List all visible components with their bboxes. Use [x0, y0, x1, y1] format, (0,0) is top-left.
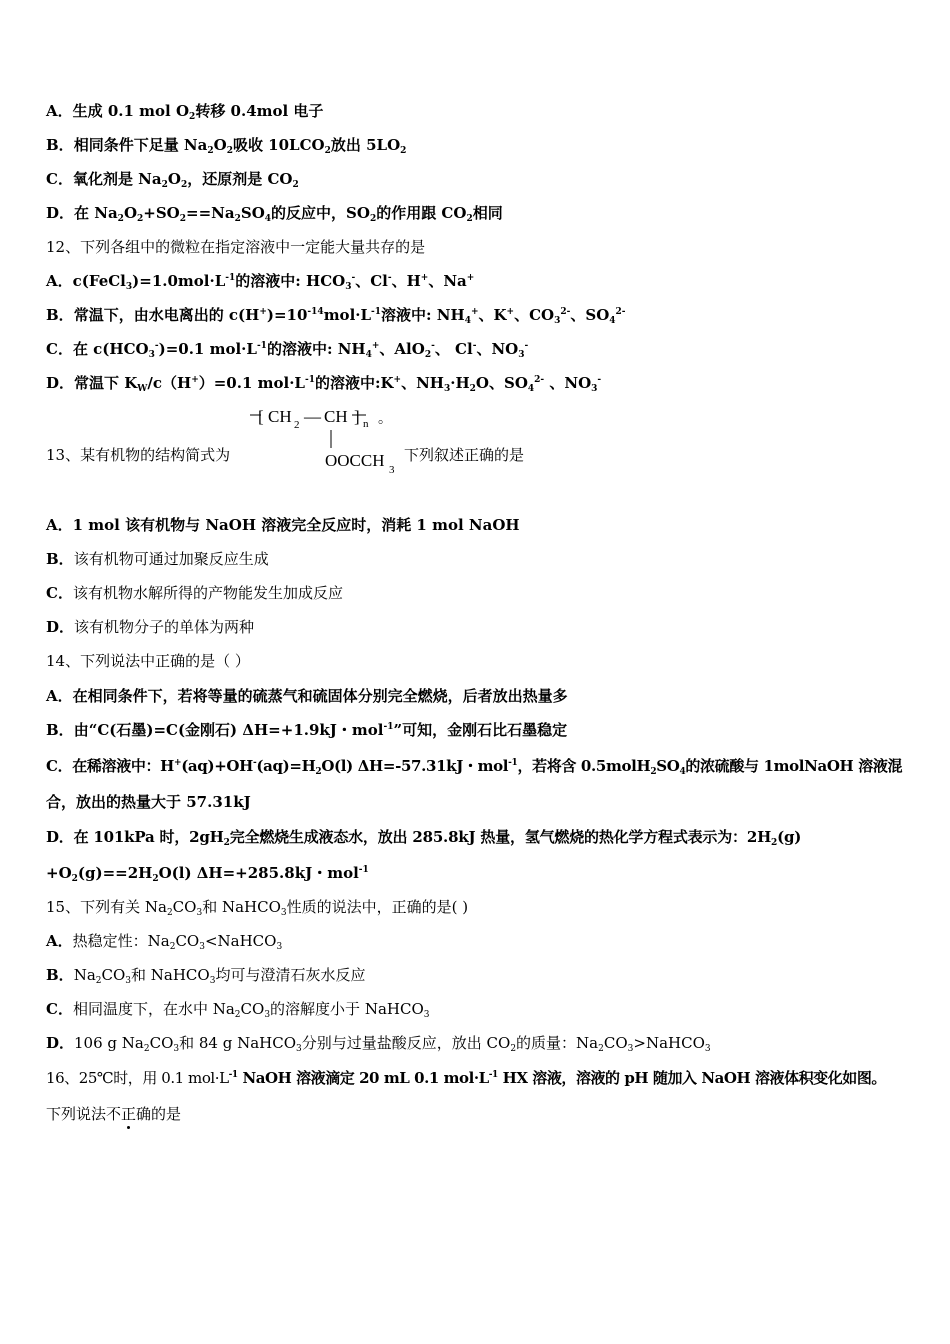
q12-stem: 12、下列各组中的微粒在指定溶液中一定能大量共存的是 — [46, 238, 426, 256]
structural-formula — [248, 404, 408, 484]
q15-option-b: B．$Na_2CO_3$和 NaHCO$_3$均可与澄清石灰水反应 — [46, 966, 366, 986]
ch2-subscript: 2 — [294, 419, 300, 431]
q14-option-b: B．由“C(石墨)=C(金刚石) ΔH=+1.9kJ・mol$^{-1}$”可知，金刚石比石墨稳定 — [46, 721, 568, 739]
q15-option-d: D．106 g $Na_2CO_3$和 84 g NaHCO$_3$分别与过量盐酸反应，放出 $CO_2$的质量：$Na_2CO_3>NaHCO_3$ — [46, 1034, 711, 1054]
q14-option-c: C．在稀溶液中：$H^+(aq)+OH^-(aq)=H_2O(l)$ ΔH=-57.31kJ・mol$^{-1}$，若将含 $0.5molH_2SO_4$的浓硫酸与 1molNaOH 溶液混 — [46, 757, 903, 777]
q11-option-b: B．相同条件下足量 $Na_2O_2$吸收 $10LCO_2$放出 $5LO_2$ — [46, 136, 407, 156]
bond-dash: — — [304, 407, 321, 426]
q13-option-d: D．该有机物分子的单体为两种 — [46, 618, 255, 636]
q13-option-c: C．该有机物水解所得的产物能发生加成反应 — [46, 584, 343, 602]
formula-tail-period: 。 — [378, 412, 392, 427]
emphasis-not-correct: 不正确 — [106, 1105, 152, 1123]
q14-stem: 14、下列说法中正确的是（ ） — [46, 652, 250, 670]
q14-option-c-continued: 合，放出的热量大于 57.31kJ — [46, 793, 251, 811]
q11-option-a: A．生成 0.1 mol $O_2$转移 0.4mol 电子 — [46, 102, 324, 122]
side-chain-ester: OOCCH — [325, 451, 385, 470]
q12-option-c: C．在 $c(HCO_3^-)=0.1$ $mol\cdot L^{-1}$的溶液中: $NH_4^+$、AlO$_2$-、 Cl-、$NO_3^-$ — [46, 340, 529, 360]
q12-option-d: D．常温下 $K_W/c(H^+)=0.1$ $mol\cdot L^{-1}$的溶液中:K+、$NH_3\cdot H_2O$、$SO_4^{2-}$ 、$NO_3^-$ — [46, 374, 602, 394]
q12-option-b: B．常温下，由水电离出的 $c(H^+)=10^{-14}mol\cdot L^{-1}$溶液中: $NH_4^+$、K+、$CO_3^{2-}$、$SO_4^{2-}$ — [46, 306, 626, 326]
ch2-group: CH — [268, 407, 292, 426]
q16-stem-continued: 下列说法不正确的是 — [46, 1105, 182, 1123]
q12-option-a: A．$c(FeCl_3)=1.0mol\cdot L^{-1}$的溶液中: $HCO_3^-$、Cl-、H+、Na+ — [46, 272, 475, 292]
side-chain-subscript: 3 — [389, 464, 395, 476]
q13-option-b: B．该有机物可通过加聚反应生成 — [46, 550, 269, 568]
q16-stem: 16、25℃时，用 0.1 $mol\cdot L^{-1}$ NaOH 溶液滴定 20 mL 0.1 $mol\cdot L^{-1}$ HX 溶液，溶液的 pH 随加入 NaOH 溶液体积变化如图。 — [46, 1069, 886, 1087]
q15-stem: 15、下列有关 $Na_2CO_3$和 NaHCO$_3$性质的说法中，正确的是( ) — [46, 898, 469, 918]
repeat-n: n — [363, 418, 369, 430]
q13-stem-before: 13、某有机物的结构简式为 — [46, 446, 231, 464]
q15-option-c: C．相同温度下，在水中 $Na_2CO_3$的溶解度小于 NaHCO$_3$ — [46, 1000, 430, 1020]
q11-option-d: D．在 $Na_2O_2+SO_2==Na_2SO_4$的反应中，$SO_2$的作用跟 $CO_2$相同 — [46, 204, 503, 224]
q13-option-a: A．1 mol 该有机物与 NaOH 溶液完全反应时，消耗 1 mol NaOH — [46, 516, 520, 534]
q13-stem-after: 下列叙述正确的是 — [404, 446, 525, 464]
q14-option-d: D．在 101kPa 时，$2gH_2$完全燃烧生成液态水，放出 285.8kJ 热量，氢气燃烧的热化学方程式表示为：$2H_2(g)$ — [46, 828, 802, 848]
bracket-right: ] — [354, 407, 360, 426]
q15-option-a: A．热稳定性：$Na_2CO_3<NaHCO_3$ — [46, 932, 283, 952]
bracket-left: [ — [258, 407, 264, 426]
q14-option-a: A．在相同条件下，若将等量的硫蒸气和硫固体分别完全燃烧，后者放出热量多 — [46, 687, 568, 705]
ch-group: CH — [324, 407, 348, 426]
q14-option-d-continued: $+O_2(g)==2H_2O(l)$ ΔH=+285.8kJ・mol$^{-1}$ — [46, 864, 369, 884]
q11-option-c: C．氧化剂是 $Na_2O_2$，还原剂是 $CO_2$ — [46, 170, 299, 190]
